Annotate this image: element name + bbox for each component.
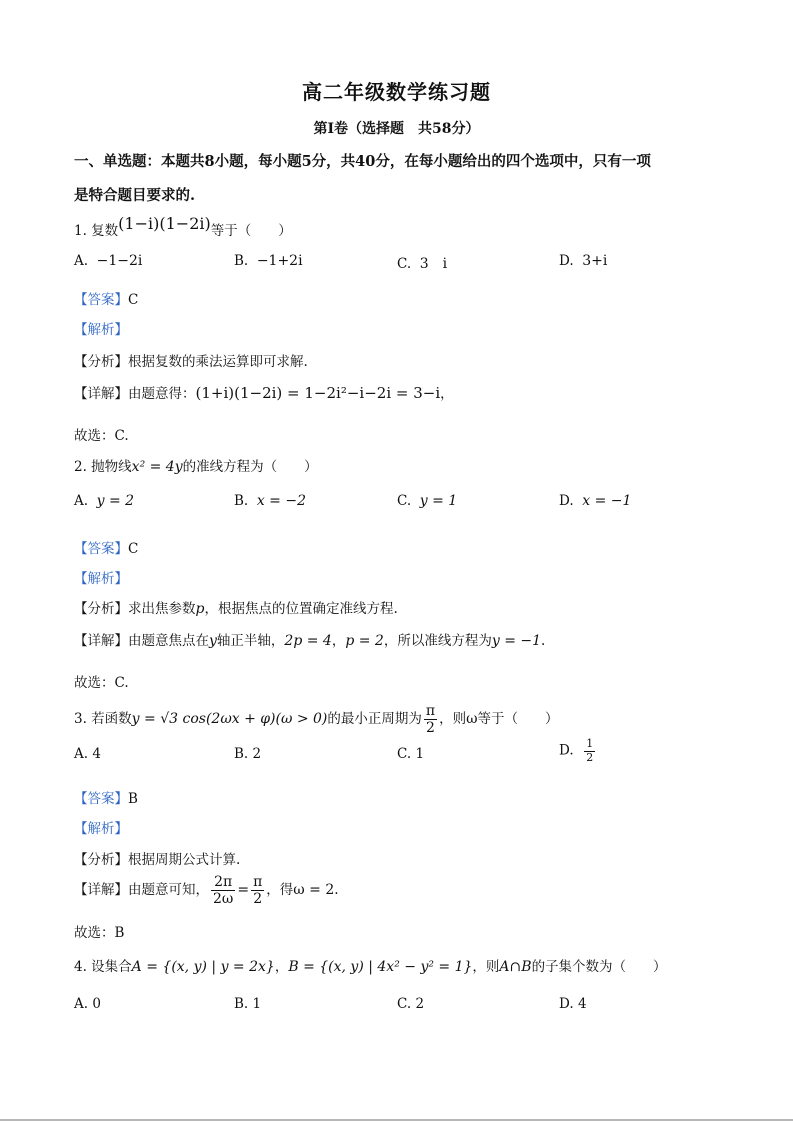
question-1-option-a: A. −1−2i: [74, 253, 143, 269]
question-3-option-d: D. $\frac{1}{2}$: [559, 737, 594, 764]
question-4-set-a: A = {(x, y) | y = 2x}: [131, 959, 275, 975]
question-4-option-b: B. 1: [234, 996, 262, 1012]
question-1-number: 1. 复数: [74, 223, 119, 239]
question-2-option-b: B. x = −2: [234, 493, 306, 509]
question-2-option-c: C. y = 1: [397, 493, 458, 509]
question-1-tail: 等于（ ）: [210, 223, 292, 239]
question-3-option-b: B. 2: [234, 746, 262, 762]
question-1-choose: 故选：C.: [74, 428, 129, 444]
page-title: 高二年级数学练习题: [302, 80, 491, 104]
question-2-answer: 【答案】C: [74, 541, 139, 557]
question-2-option-a: A. y = 2: [74, 493, 135, 509]
question-3-option-c: C. 1: [397, 746, 425, 762]
section-heading-line1: 一、单选题：本题共8小题，每小题5分，共40分，在每小题给出的四个选项中，只有一项: [74, 153, 651, 170]
question-1-option-d: D. 3+i: [559, 253, 608, 269]
question-3-expression: y = √3 cos(2ωx + φ)(ω > 0): [131, 711, 328, 728]
question-4-option-c: C. 2: [397, 996, 425, 1012]
question-2-choose: 故选：C.: [74, 675, 129, 691]
question-1-answer: 【答案】C: [74, 292, 139, 308]
question-1-option-c: C. 3 i: [397, 256, 448, 272]
question-3-stem: 3. 若函数y = √3 cos(2ωx + φ)(ω > 0)的最小正周期为 $\frac{\pi}{2}$ ，则ω等于（ ）: [74, 703, 559, 737]
question-4-set-b: B = {(x, y) | 4x² − y² = 1}: [288, 959, 473, 975]
question-2-option-d: D. x = −1: [559, 493, 632, 509]
question-2-stem: 2. 抛物线x² = 4y的准线方程为（ ）: [74, 459, 318, 475]
question-4-stem: 4. 设集合A = {(x, y) | y = 2x}，B = {(x, y) | 4x² − y² = 1}，则A∩B的子集个数为（ ）: [74, 959, 667, 975]
question-4-option-d: D. 4: [559, 996, 587, 1012]
page-bottom-border: [0, 1119, 793, 1121]
question-1-fenxi: 【分析】根据复数的乘法运算即可求解.: [74, 354, 308, 370]
question-1-option-b: B. −1+2i: [234, 253, 303, 269]
question-2-analysis-label: 【解析】: [74, 571, 128, 587]
question-3-fenxi: 【分析】根据周期公式计算.: [74, 852, 241, 868]
question-1-detail: 【详解】由题意得：(1+i)(1−2i) = 1−2i²−i−2i = 3−i，: [74, 384, 454, 402]
question-2-detail: 【详解】由题意焦点在y轴正半轴，2p = 4，p = 2，所以准线方程为y = −1.: [74, 633, 546, 649]
question-1-analysis-label: 【解析】: [74, 322, 128, 338]
question-1-expression: (1−i)(1−2i): [118, 214, 211, 233]
question-3-choose: 故选：B: [74, 925, 125, 941]
section-heading-line2: 是特合题目要求的.: [74, 187, 196, 204]
question-3-answer: 【答案】B: [74, 791, 138, 807]
question-1-stem: [74, 214, 292, 239]
question-3-detail: 【详解】由题意可知， $\frac{2\pi}{2\omega}$ = $\frac{\pi}{2}$ ，得ω = 2.: [74, 874, 339, 908]
question-4-option-a: A. 0: [74, 996, 101, 1012]
question-2-expression: x² = 4y: [131, 459, 183, 475]
question-3-period-fraction: $\frac{\pi}{2}$: [425, 703, 436, 737]
page-subtitle: 第I卷（选择题 共58分）: [313, 121, 480, 137]
question-2-fenxi: 【分析】求出焦参数p，根据焦点的位置确定准线方程.: [74, 601, 398, 617]
question-3-analysis-label: 【解析】: [74, 821, 128, 837]
question-3-option-a: A. 4: [74, 746, 101, 762]
